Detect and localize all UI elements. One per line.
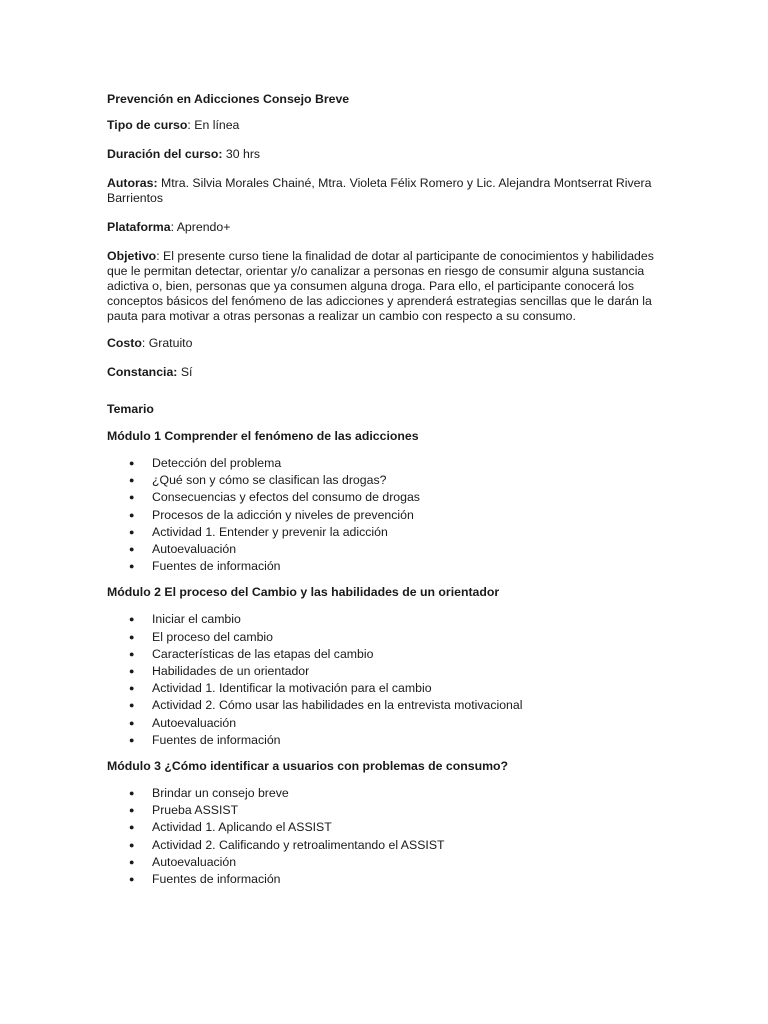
bullet-icon: ●: [129, 526, 135, 537]
list-item-text: Actividad 1. Identificar la motivación para el cambio: [152, 681, 432, 696]
list-item-text: Brindar un consejo breve: [152, 786, 289, 801]
list-item: [107, 646, 667, 663]
list-item-text: Actividad 1. Aplicando el ASSIST: [152, 820, 332, 835]
list-item: [107, 663, 667, 680]
list-item-text: Actividad 2. Cómo usar las habilidades en la entrevista motivacional: [152, 698, 523, 713]
list-item: [107, 524, 667, 541]
list-item: [107, 558, 667, 575]
bullet-icon: ●: [129, 874, 135, 885]
list-item-text: Características de las etapas del cambio: [152, 646, 374, 661]
bullet-icon: ●: [129, 683, 135, 694]
field-separator: :: [156, 249, 164, 263]
field-value: Gratuito: [148, 336, 193, 350]
list-item-text: Actividad 1. Entender y prevenir la adicción: [152, 524, 388, 539]
list-item-text: Autoevaluación: [152, 715, 237, 730]
list-item-text: Fuentes de información: [152, 559, 281, 574]
bullet-icon: ●: [129, 561, 135, 572]
bullet-icon: ●: [129, 856, 135, 867]
module-title: Módulo 3 ¿Cómo identificar a usuarios con problemas de consumo?: [107, 759, 509, 774]
bullet-icon: ●: [129, 788, 135, 799]
field-costo: [107, 336, 667, 351]
temario-heading: Temario: [107, 402, 154, 416]
module-item-list: [107, 785, 667, 888]
bullet-icon: ●: [129, 700, 135, 711]
bullet-icon: ●: [129, 822, 135, 833]
list-item: [107, 507, 667, 524]
list-item: [107, 611, 667, 628]
bullet-icon: ●: [129, 509, 135, 520]
field-value: En línea: [194, 118, 240, 132]
list-item-text: Fuentes de información: [152, 732, 281, 747]
list-item: [107, 715, 667, 732]
bullet-icon: ●: [129, 839, 135, 850]
list-item: [107, 871, 667, 888]
list-item: [107, 732, 667, 749]
field-separator: :: [170, 220, 177, 234]
field-value: Sí: [180, 365, 193, 379]
module-list: [107, 429, 667, 888]
list-item: [107, 802, 667, 819]
field-objetivo: [107, 249, 667, 324]
document-title: Prevención en Adicciones Consejo Breve: [107, 92, 350, 106]
field-value: Aprendo+: [176, 220, 231, 234]
field-constancia: [107, 365, 667, 380]
field-value: 30 hrs: [225, 147, 261, 161]
list-item-text: El proceso del cambio: [152, 629, 273, 644]
list-item: [107, 541, 667, 558]
list-item: [107, 785, 667, 802]
bullet-icon: ●: [129, 614, 135, 625]
list-item: [107, 455, 667, 472]
bullet-icon: ●: [129, 458, 135, 468]
list-item-text: Fuentes de información: [152, 872, 281, 887]
list-item: [107, 819, 667, 836]
list-item-text: Procesos de la adicción y niveles de prevención: [152, 507, 414, 522]
bullet-icon: ●: [129, 544, 135, 555]
list-item: [107, 472, 667, 489]
bullet-icon: ●: [129, 648, 135, 659]
module-title: Módulo 1 Comprender el fenómeno de las adicciones: [107, 429, 419, 443]
field-separator: :: [141, 336, 149, 350]
field-tipo-curso: [107, 118, 667, 133]
list-item-text: Detección del problema: [152, 456, 282, 470]
list-item-text: ¿Qué son y cómo se clasifican las drogas?: [152, 473, 387, 488]
field-label: Autoras:: [107, 176, 158, 190]
bullet-icon: ●: [129, 734, 135, 745]
list-item-text: Consecuencias y efectos del consumo de drogas: [152, 490, 420, 505]
list-item: [107, 680, 667, 697]
field-label: Plataforma: [107, 220, 171, 234]
field-label: Costo: [107, 336, 142, 350]
field-label: Constancia:: [107, 365, 178, 379]
list-item: [107, 697, 667, 714]
list-item: [107, 489, 667, 506]
bullet-icon: ●: [129, 805, 135, 816]
list-item-text: Actividad 2. Calificando y retroalimentando el ASSIST: [152, 837, 445, 852]
field-plataforma: [107, 220, 667, 235]
field-duracion: [107, 147, 667, 162]
list-item-text: Iniciar el cambio: [152, 612, 241, 627]
bullet-icon: ●: [129, 666, 135, 677]
list-item-text: Prueba ASSIST: [152, 803, 239, 818]
module-item-list: [107, 455, 667, 575]
bullet-icon: ●: [129, 717, 135, 728]
field-label: Duración del curso:: [107, 147, 223, 161]
bullet-icon: ●: [129, 475, 135, 486]
list-item-text: Autoevaluación: [152, 854, 237, 869]
list-item: [107, 854, 667, 871]
module-item-list: [107, 611, 667, 749]
field-value: Mtra. Silvia Morales Chainé, Mtra. Violeta Félix Romero y Lic. Alejandra Montserrat Rivera Barrientos: [107, 176, 652, 205]
field-separator: :: [187, 118, 195, 132]
module-title: Módulo 2 El proceso del Cambio y las habilidades de un orientador: [107, 585, 500, 600]
document-page: [107, 92, 667, 898]
field-value: El presente curso tiene la finalidad de dotar al participante de conocimientos y habilidades que le permitan detectar, orientar y/o canalizar a personas en riesgo de consumir alguna sustancia adictiva o, bien, personas que ya consumen alguna droga. Para ello, el participante conocerá los conceptos básicos del fenómeno de las adicciones y aprenderá estrategias sencillas que le darán la pauta para motivar a otras personas a realizar un cambio con respecto a su consumo.: [107, 249, 654, 323]
field-autoras: [107, 176, 667, 206]
list-item-text: Habilidades de un orientador: [152, 664, 310, 679]
bullet-icon: ●: [129, 631, 135, 642]
field-label: Tipo de curso: [107, 118, 188, 132]
field-label: Objetivo: [107, 249, 157, 263]
list-item: [107, 837, 667, 854]
bullet-icon: ●: [129, 492, 135, 503]
list-item: [107, 629, 667, 646]
list-item-text: Autoevaluación: [152, 542, 237, 557]
